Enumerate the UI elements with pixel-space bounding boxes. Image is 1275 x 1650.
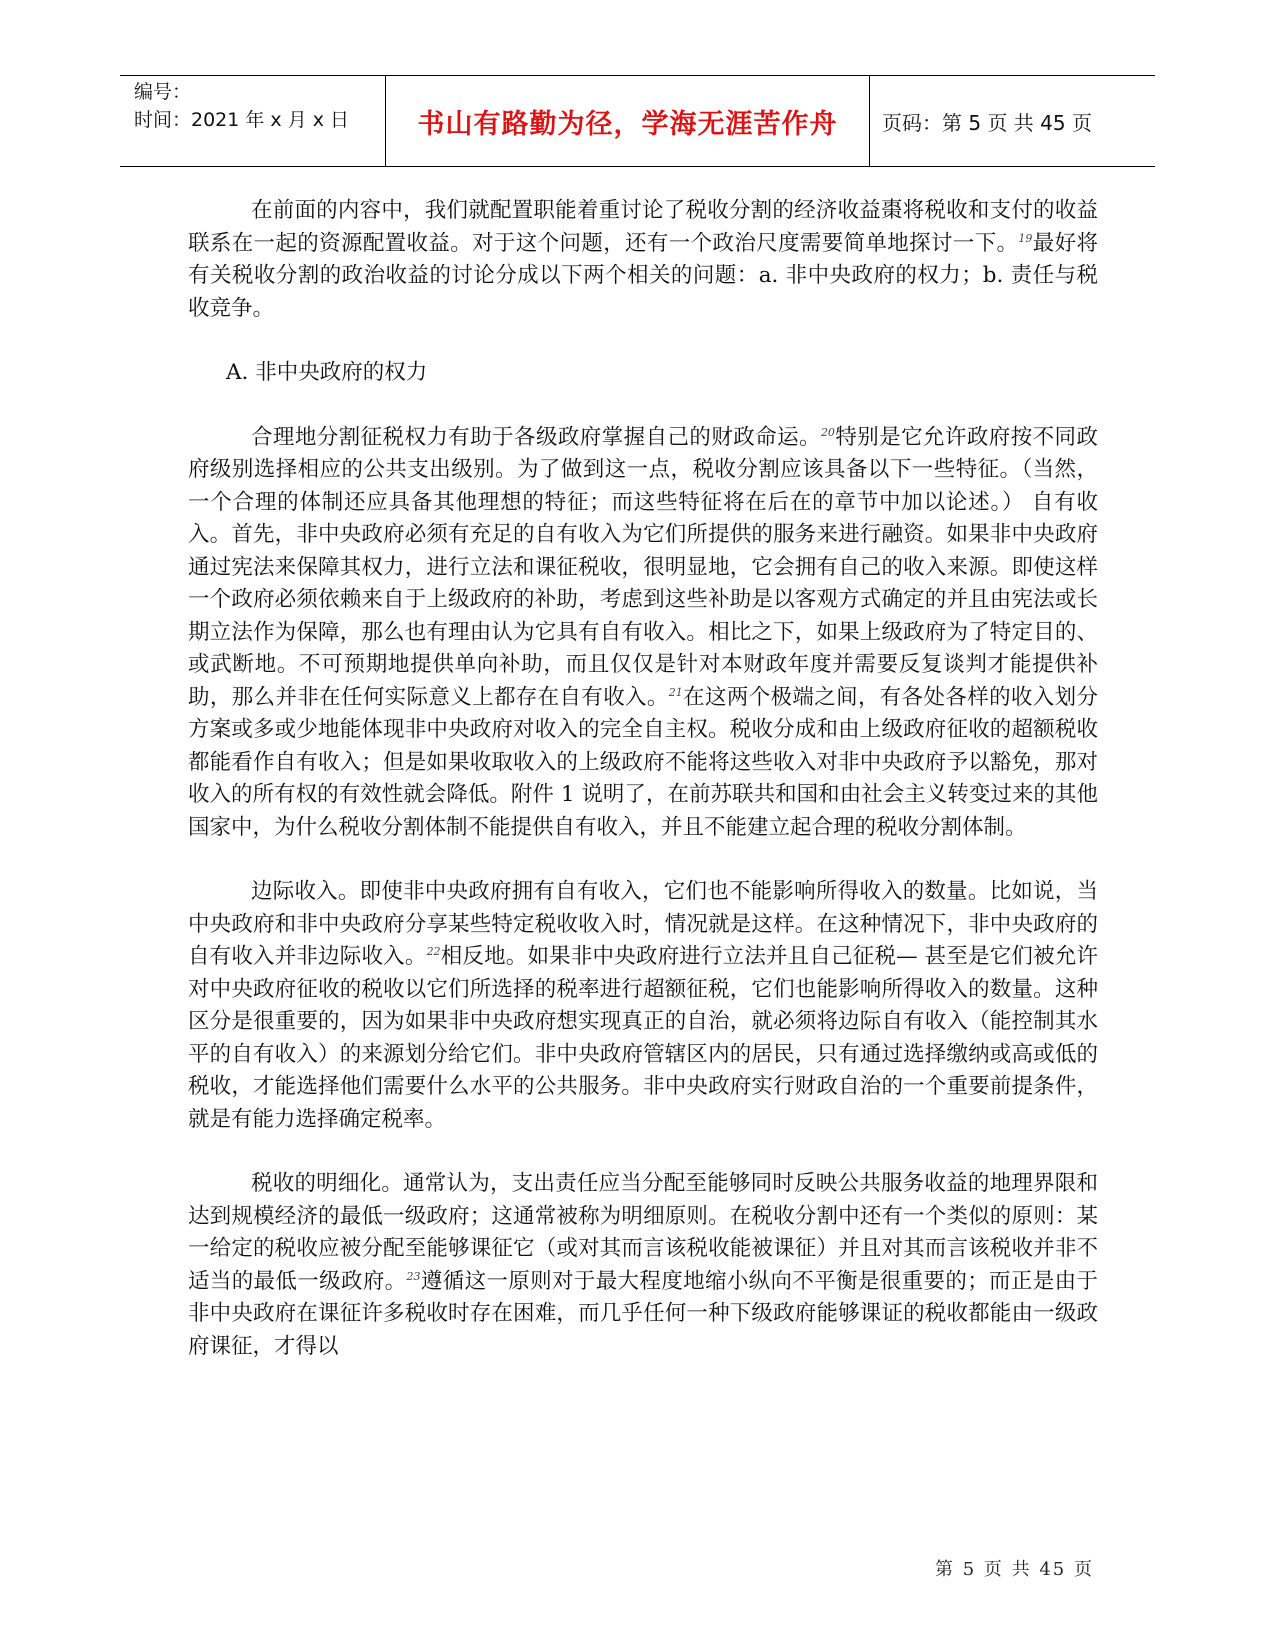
footnote-marker: 19: [1018, 231, 1033, 245]
section-heading: A. 非中央政府的权力: [226, 360, 428, 385]
document-body: [188, 195, 1098, 1395]
header-page-label: 页码：第 5 页 共 45 页: [882, 110, 1092, 135]
paragraph-marginal-revenue: 边际收入。即使非中央政府拥有自有收入，它们也不能影响所得收入的数量。比如说，当中央政府和非中央政府分享某些特定税收收入时，情况就是这样。在这种情况下，非中央政府的自有收入并非边际收入。$^{22}$相反地。如果非中央政府进行立法并且自己征税— 甚至是它们被允许对中央政府征收的税收以它们所选择的税率进行超额征税，它们也能影响所得收入的数量。这种区分是很重要的，因为如果非中央政府想实现真正的自治，就必须将边际自有收入（能控制其水平的自有收入）的来源划分给它们。非中央政府管辖区内的居民，只有通过选择缴纳或高或低的税收，才能选择他们需要什么水平的公共服务。非中央政府实行财政自治的一个重要前提条件，就是有能力选择确定税率。: [188, 879, 1098, 1132]
footnote-marker: 20: [820, 425, 835, 439]
number-label: 编号：: [134, 81, 192, 103]
header-meta: [120, 76, 385, 166]
footnote-marker: 21: [668, 685, 683, 699]
footnote-marker: 22: [426, 944, 441, 958]
header-motto: 书山有路勤为径，学海无涯苦作舟: [385, 76, 870, 166]
time-label: 时间：2021 年 x 月 x 日: [134, 109, 350, 131]
paragraph-intro: 在前面的内容中，我们就配置职能着重讨论了税收分割的经济收益棗将税收和支付的收益联系在一起的资源配置收益。对于这个问题，还有一个政治尺度需要简单地探讨一下。$^{19}$最好将有关税收分割的政治收益的讨论分成以下两个相关的问题：a. 非中央政府的权力；b. 责任与税收竞争。: [188, 198, 1098, 321]
footnote-marker: 23: [406, 1269, 421, 1283]
page-footer: 第 5 页 共 45 页: [935, 1559, 1094, 1580]
paragraph-tax-specification: 税收的明细化。通常认为，支出责任应当分配至能够同时反映公共服务收益的地理界限和达到规模经济的最低一级政府；这通常被称为明细原则。在税收分割中还有一个类似的原则：某一给定的税收应被分配至能够课征它（或对其而言该税收能被课征）并且对其而言该税收并非不适当的最低一级政府。$^{23}$遵循这一原则对于最大程度地缩小纵向不平衡是很重要的；而正是由于非中央政府在课征许多税收时存在困难，而几乎任何一种下级政府能够课证的税收都能由一级政府课征，才得以: [188, 1171, 1098, 1359]
paragraph-own-revenue: 合理地分割征税权力有助于各级政府掌握自己的财政命运。$^{20}$特别是它允许政府按不同政府级别选择相应的公共支出级别。为了做到这一点，税收分割应该具备以下一些特征。（当然，一个合理的体制还应具备其他理想的特征；而这些特征将在后在的章节中加以论述。） 自有收入。首先，非中央政府必须有充足的自有收入为它们所提供的服务来进行融资。如果非中央政府通过宪法来保障其权力，进行立法和课征税收，很明显地，它会拥有自己的收入来源。即使这样一个政府必须依赖来自于上级政府的补助，考虑到这些补助是以客观方式确定的并且由宪法或长期立法作为保障，那么也有理由认为它具有自有收入。相比之下，如果上级政府为了特定目的、或武断地。不可预期地提供单向补助，而且仅仅是针对本财政年度并需要反复谈判才能提供补助，那么并非在任何实际意义上都存在自有收入。$^{21}$在这两个极端之间，有各处各样的收入划分方案或多或少地能体现非中央政府对收入的完全自主权。税收分成和由上级政府征收的超额税收都能看作自有收入；但是如果收取收入的上级政府不能将这些收入对非中央政府予以豁免，那对收入的所有权的有效性就会降低。附件 1 说明了，在前苏联共和国和由社会主义转变过来的其他国家中，为什么税收分割体制不能提供自有收入，并且不能建立起合理的税收分割体制。: [188, 424, 1098, 840]
page-header: [120, 75, 1155, 167]
